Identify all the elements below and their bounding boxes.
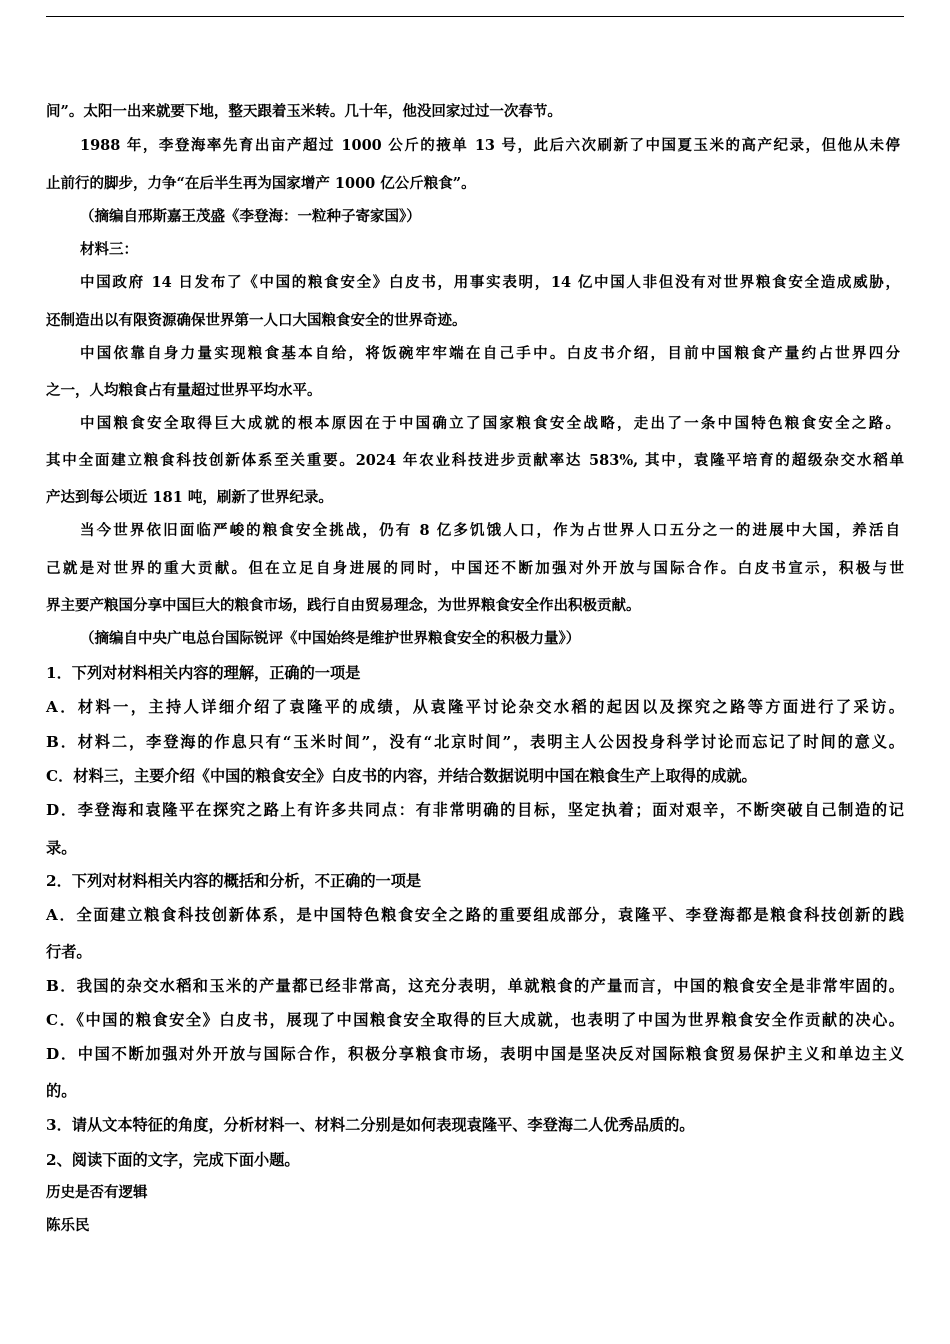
text-line: 止前行的脚步，力争“在后半生再为国家增产 1000 亿公斤粮食”。 [46,175,476,192]
text-line: 其中全面建立粮食科技创新体系至关重要。2024 年农业科技进步贡献率达 583%, 其中，袁隆平培育的超级杂交水稻单 [46,452,904,469]
text-line: 之一，人均粮食占有量超过世界平均水平。 [46,382,322,399]
option-2d-cont: 的。 [46,1082,77,1100]
option-2c: C．《中国的粮食安全》白皮书，展现了中国粮食安全取得的巨大成就，也表明了中国为世界粮食安全作贡献的决心。 [46,1011,904,1029]
text-line: 己就是对世界的重大贡献。但在立足自身进展的同时，中国还不断加强对外开放与国际合作。白皮书宣示，积极与世 [46,560,904,577]
option-1a: A．材料一，主持人详细介绍了袁隆平的成绩，从袁隆平讨论杂交水稻的起因以及探究之路等方面进行了采访。 [46,698,904,716]
option-2a: A．全面建立粮食科技创新体系，是中国特色粮食安全之路的重要组成部分，袁隆平、李登海都是粮食科技创新的践 [46,906,904,924]
text-line: 间”。太阳一出来就要下地，整天跟着玉米转。几十年，他没回家过过一次春节。 [46,103,562,120]
article-title: 历史是否有逻辑 [46,1184,148,1201]
question-3: 3．请从文本特征的角度，分析材料一、材料二分别是如何表现袁隆平、李登海二人优秀品质的。 [46,1116,695,1134]
section-2-instruction: 2、阅读下面的文字，完成下面小题。 [46,1151,300,1169]
text-line: 界主要产粮国分享中国巨大的粮食市场，践行自由贸易理念，为世界粮食安全作出积极贡献。 [46,597,641,614]
option-2b: B．我国的杂交水稻和玉米的产量都已经非常高，这充分表明，单就粮食的产量而言，中国的粮食安全是非常牢固的。 [46,977,904,995]
text-line: 产达到每公顷近 181 吨，刷新了世界纪录。 [46,489,333,506]
header-rule [46,16,904,17]
source-citation: （摘编自邢斯嘉王茂盛《李登海：一粒种子寄家国》） [80,208,421,225]
option-1d-cont: 录。 [46,839,77,857]
option-1d: D．李登海和袁隆平在探究之路上有许多共同点：有非常明确的目标，坚定执着；面对艰辛，不断突破自己制造的记 [46,801,904,819]
question-1: 1．下列对材料相关内容的理解，正确的一项是 [46,664,361,682]
text-line: 中国政府 14 日发布了《中国的粮食安全》白皮书，用事实表明，14 亿中国人非但没有对世界粮食安全造成威胁， [80,274,900,291]
article-author: 陈乐民 [46,1217,90,1234]
text-line: 还制造出以有限资源确保世界第一人口大国粮食安全的世界奇迹。 [46,312,467,329]
question-2: 2．下列对材料相关内容的概括和分析，不正确的一项是 [46,872,422,890]
text-line: 当今世界依旧面临严峻的粮食安全挑战，仍有 8 亿多饥饿人口，作为占世界人口五分之一的进展中大国，养活自 [80,522,900,539]
section-heading: 材料三： [80,241,138,258]
option-2d: D．中国不断加强对外开放与国际合作，积极分享粮食市场，表明中国是坚决反对国际粮食贸易保护主义和单边主义 [46,1045,904,1063]
option-2a-cont: 行者。 [46,943,92,961]
text-line: 中国粮食安全取得巨大成就的根本原因在于中国确立了国家粮食安全战略，走出了一条中国特色粮食安全之路。 [80,415,900,432]
option-1c: C．材料三，主要介绍《中国的粮食安全》白皮书的内容，并结合数据说明中国在粮食生产上取得的成就。 [46,767,757,785]
text-line: 1988 年，李登海率先育出亩产超过 1000 公斤的掖单 13 号，此后六次刷新了中国夏玉米的高产纪录，但他从未停 [80,137,900,154]
text-line: 中国依靠自身力量实现粮食基本自给，将饭碗牢牢端在自己手中。白皮书介绍，目前中国粮食产量约占世界四分 [80,345,900,362]
source-citation: （摘编自中央广电总台国际锐评《中国始终是维护世界粮食安全的积极力量》） [80,630,581,647]
option-1b: B．材料二，李登海的作息只有“玉米时间”，没有“北京时间”，表明主人公因投身科学讨论而忘记了时间的意义。 [46,733,904,751]
